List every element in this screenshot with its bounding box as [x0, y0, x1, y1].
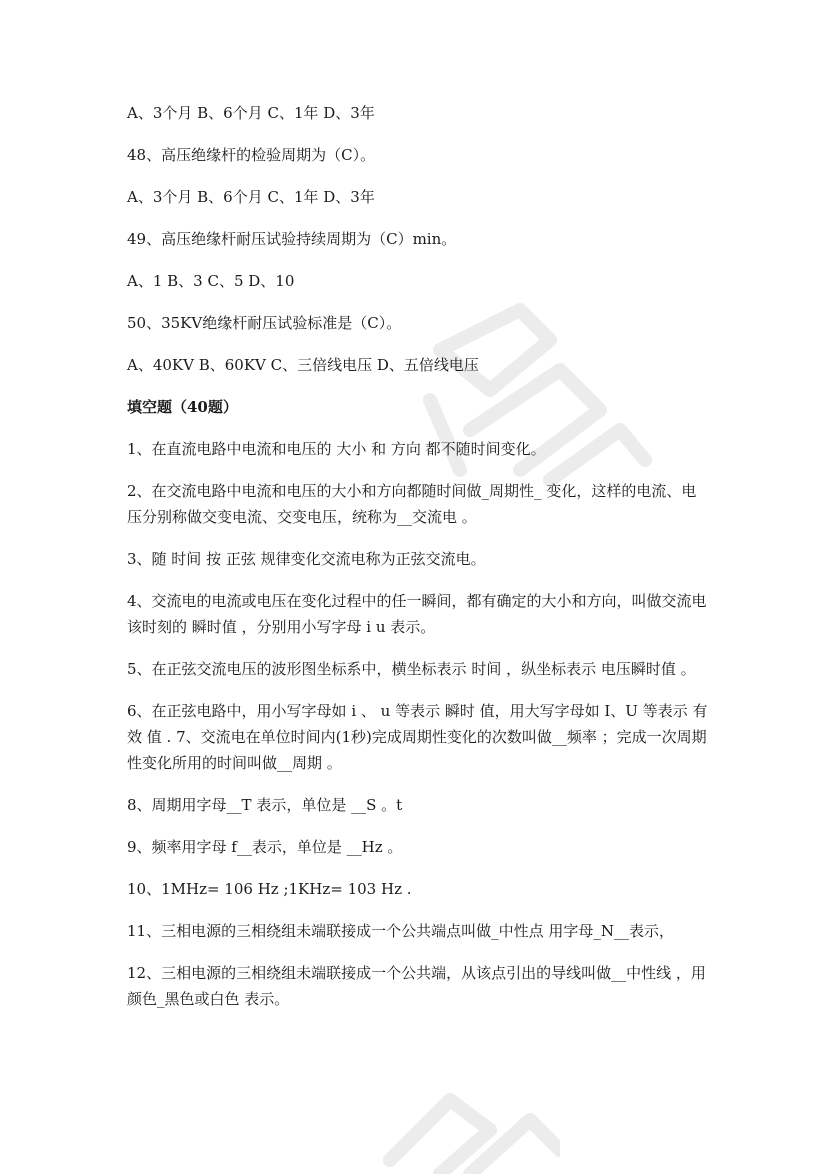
fill-question-6: 6、在正弦电路中，用小写字母如 i 、 u 等表示 瞬时 值，用大写字母如 I、U 等表示 有效 值 . 7、交流电在单位时间内(1秒)完成周期性变化的次数叫做__频率 ；完成一次周期性变化所用的时间叫做__周期 。: [127, 702, 708, 772]
document-body: [127, 100, 709, 1028]
fill-question-3: 3、随 时间 按 正弦 规律变化交流电称为正弦交流电。: [127, 550, 486, 568]
fill-question-8: 8、周期用字母__T 表示，单位是 __S 。t: [127, 796, 403, 814]
fill-question-12: 12、三相电源的三相绕组未端联接成一个公共端，从该点引出的导线叫做__中性线 ，用颜色_黑色或白色 表示。: [127, 964, 706, 1008]
question-50: 50、35KV绝缘杆耐压试验标准是（C）。: [127, 314, 402, 332]
options-line: A、40KV B、60KV C、三倍线电压 D、五倍线电压: [127, 356, 479, 374]
options-line: A、3个月 B、6个月 C、1年 D、3年: [127, 188, 375, 206]
fill-question-4: 4、交流电的电流或电压在变化过程中的任一瞬间，都有确定的大小和方向，叫做交流电该时刻的 瞬时值 ，分别用小写字母 i u 表示。: [127, 592, 707, 636]
section-heading: 填空题（40题）: [127, 398, 238, 416]
fill-question-9: 9、频率用字母 f__表示，单位是 __Hz 。: [127, 838, 403, 856]
watermark-stamp-icon: [360, 1040, 560, 1174]
options-line: A、3个月 B、6个月 C、1年 D、3年: [127, 104, 375, 122]
question-49: 49、高压绝缘杆耐压试验持续周期为（C）min。: [127, 230, 457, 248]
fill-question-10: 10、1MHz= 106 Hz ;1KHz= 103 Hz .: [127, 880, 412, 898]
question-48: 48、高压绝缘杆的检验周期为（C）。: [127, 146, 376, 164]
fill-question-11: 11、三相电源的三相绕组未端联接成一个公共端点叫做_中性点 用字母_N__表示，: [127, 922, 674, 940]
options-line: A、1 B、3 C、5 D、10: [127, 272, 295, 290]
fill-question-1: 1、在直流电路中电流和电压的 大小 和 方向 都不随时间变化。: [127, 440, 546, 458]
fill-question-2: 2、在交流电路中电流和电压的大小和方向都随时间做_周期性_ 变化，这样的电流、电压分别称做交变电流、交变电压，统称为__交流电 。: [127, 482, 697, 526]
fill-question-5: 5、在正弦交流电压的波形图坐标系中，横坐标表示 时间 ，纵坐标表示 电压瞬时值 。: [127, 660, 696, 678]
